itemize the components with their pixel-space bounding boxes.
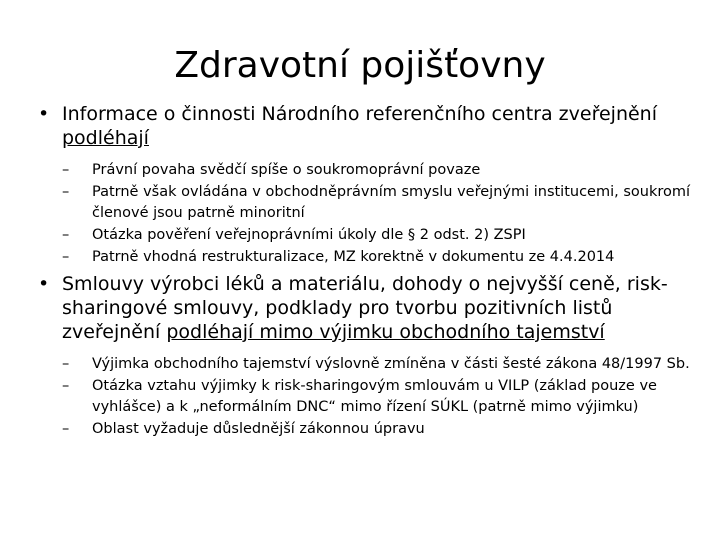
sub-item-text: Patrně však ovládána v obchodněprávním smyslu veřejnými institucemi, soukromí členové jsou patrně minoritní [92,184,691,221]
bullet-2-text: Smlouvy výrobci léků a materiálu, dohody o nejvyšší ceně, risk-sharingové smlouvy, podklady pro tvorbu pozitivních listů zveřejnění [62,273,668,343]
bullet-dot-icon: • [38,273,50,295]
sub-item [62,419,700,440]
dash-icon: – [62,184,70,200]
bullet-1-subitems [62,160,700,268]
bullet-1-text: Informace o činnosti Národního referenčního centra zveřejnění [62,103,657,125]
sub-item [62,354,700,375]
sub-item-text: Právní povaha svědčí spíše o soukromoprávní povaze [92,162,481,178]
dash-icon: – [62,227,70,243]
sub-item [62,160,700,181]
dash-icon: – [62,378,70,394]
sub-item-text: Výjimka obchodního tajemství výslovně zmíněna v části šesté zákona 48/1997 Sb. [92,356,690,372]
dash-icon: – [62,356,70,372]
sub-item [62,225,700,246]
sub-item-text: Otázka pověření veřejnoprávními úkoly dle § 2 odst. 2) ZSPI [92,227,526,243]
sub-item-text: Otázka vztahu výjimky k risk-sharingovým smlouvám u VILP (základ pouze ve vyhlášce) a k „neformálním DNC“ mimo řízení SÚKL (patrně mimo výjimku) [92,378,657,415]
bullet-dot-icon: • [38,103,50,125]
bullet-1-underlined-text: podléhají [62,127,149,149]
sub-item [62,376,700,418]
sub-item [62,182,700,224]
sub-item-text: Patrně vhodná restrukturalizace, MZ korektně v dokumentu ze 4.4.2014 [92,249,615,265]
dash-icon: – [62,162,70,178]
dash-icon: – [62,421,70,437]
sub-item-text: Oblast vyžaduje důslednější zákonnou úpravu [92,421,425,437]
bullet-2-subitems [62,354,700,440]
dash-icon: – [62,249,70,265]
bullet-2-underlined-text: podléhají mimo výjimku obchodního tajemství [166,321,605,343]
bullet-2 [36,272,700,344]
slide-title: Zdravotní pojišťovny [174,45,546,86]
bullet-1 [36,102,700,150]
slide-body [36,102,700,441]
sub-item [62,247,700,268]
